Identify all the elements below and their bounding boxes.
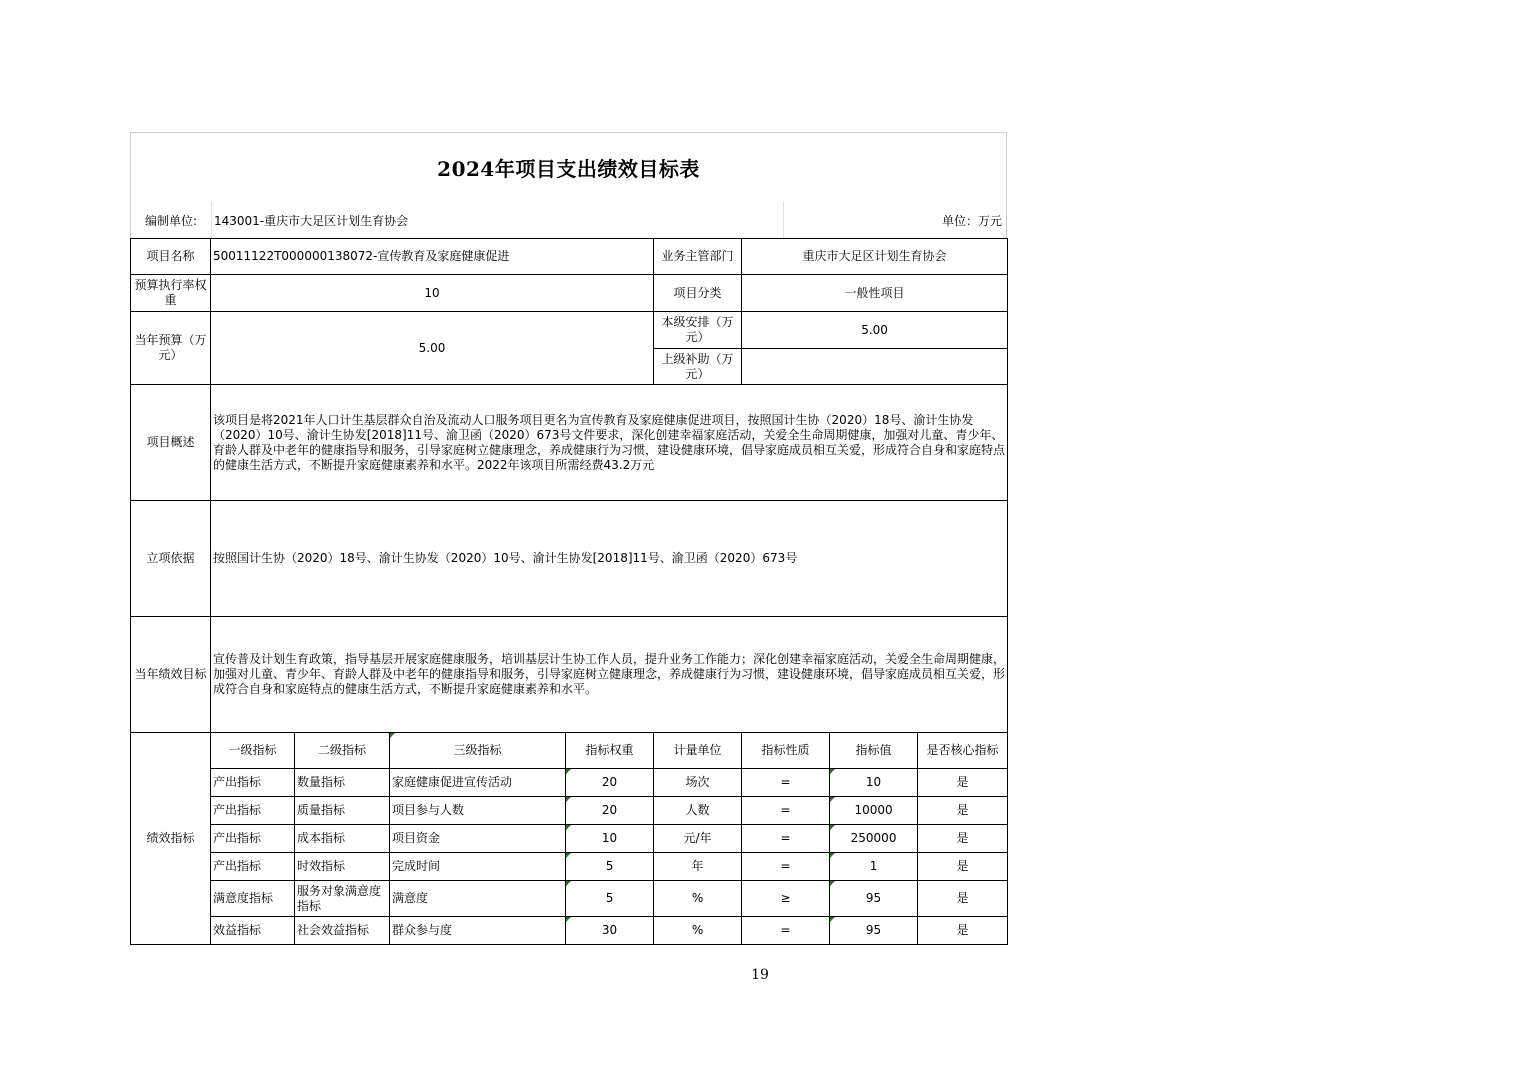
budget-row	[131, 312, 1008, 349]
core-cell: 是	[918, 881, 1008, 917]
level2-cell: 质量指标	[295, 797, 390, 825]
weight-cell: 10	[566, 825, 654, 853]
value-cell: 250000	[830, 825, 918, 853]
col-header: 指标权重	[566, 733, 654, 769]
table-row	[131, 917, 1008, 945]
local-value: 5.00	[742, 312, 1008, 349]
level2-cell: 时效指标	[295, 853, 390, 881]
category-label: 项目分类	[654, 275, 742, 312]
table-row	[131, 797, 1008, 825]
exec-rate-row	[131, 275, 1008, 312]
nature-cell: =	[742, 797, 830, 825]
col-header: 指标性质	[742, 733, 830, 769]
budget-label: 当年预算（万元）	[131, 312, 211, 385]
basis-label: 立项依据	[131, 501, 211, 617]
page-title: 2024年项目支出绩效目标表	[437, 157, 700, 181]
goal-text: 宣传普及计划生育政策，指导基层开展家庭健康服务，培训基层计生协工作人员，提升业务工作能力；深化创建幸福家庭活动，关爱全生命周期健康，加强对儿童、青少年、育龄人群及中老年的健康指导和服务，引导家庭树立健康理念，养成健康行为习惯，建设健康环境，倡导家庭成员相互关爱，形成符合自身和家庭特点的健康生活方式，不断提升家庭健康素养和水平。	[211, 617, 1008, 733]
overview-text: 该项目是将2021年人口计生基层群众自治及流动人口服务项目更名为宣传教育及家庭健康促进项目，按照国计生协（2020）18号、渝计生协发（2020）10号、渝计生协发[2018]11号、渝卫函（2020）673号文件要求，深化创建幸福家庭活动，关爱全生命周期健康，加强对儿童、青少年、育龄人群及中老年的健康指导和服务，引导家庭树立健康理念，养成健康行为习惯，建设健康环境，倡导家庭成员相互关爱，形成符合自身和家庭特点的健康生活方式，不断提升家庭健康素养和水平。2022年该项目所需经费43.2万元	[211, 385, 1008, 501]
unit-cell: %	[654, 917, 742, 945]
level3-cell: 群众参与度	[390, 917, 566, 945]
nature-cell: =	[742, 853, 830, 881]
level1-cell: 产出指标	[211, 853, 295, 881]
value-cell: 10000	[830, 797, 918, 825]
nature-cell: ≥	[742, 881, 830, 917]
weight-cell: 20	[566, 797, 654, 825]
level1-cell: 满意度指标	[211, 881, 295, 917]
dept-label: 业务主管部门	[654, 239, 742, 275]
subsidy-label: 上级补助（万元）	[654, 349, 742, 385]
unit-cell: %	[654, 881, 742, 917]
project-name-row	[131, 239, 1008, 275]
core-cell: 是	[918, 853, 1008, 881]
org-value: 143001-重庆市大足区计划生育协会	[211, 202, 783, 238]
core-cell: 是	[918, 825, 1008, 853]
level2-cell: 成本指标	[295, 825, 390, 853]
nature-cell: =	[742, 917, 830, 945]
table-row	[131, 769, 1008, 797]
org-label: 编制单位:	[144, 213, 198, 228]
unit-cell: 年	[654, 853, 742, 881]
col-header: 指标值	[830, 733, 918, 769]
core-cell: 是	[918, 769, 1008, 797]
weight-cell: 30	[566, 917, 654, 945]
level2-cell: 社会效益指标	[295, 917, 390, 945]
value-cell: 95	[830, 881, 918, 917]
table-row	[131, 825, 1008, 853]
col-header: 一级指标	[211, 733, 295, 769]
exec-rate-value: 10	[211, 275, 654, 312]
performance-goal-sheet	[130, 132, 1007, 945]
col-header: 二级指标	[295, 733, 390, 769]
unit-cell: 人数	[654, 797, 742, 825]
overview-row	[131, 385, 1008, 501]
level3-cell: 完成时间	[390, 853, 566, 881]
category-value: 一般性项目	[742, 275, 1008, 312]
dept-value: 重庆市大足区计划生育协会	[742, 239, 1008, 275]
unit-cell: 场次	[654, 769, 742, 797]
level1-cell: 产出指标	[211, 825, 295, 853]
unit-label: 单位：万元	[783, 202, 1006, 238]
core-cell: 是	[918, 917, 1008, 945]
col-header: 三级指标	[390, 733, 566, 769]
core-cell: 是	[918, 797, 1008, 825]
overview-label: 项目概述	[131, 385, 211, 501]
nature-cell: =	[742, 769, 830, 797]
basis-text: 按照国计生协（2020）18号、渝计生协发（2020）10号、渝计生协发[2018]11号、渝卫函（2020）673号	[211, 501, 1008, 617]
budget-value: 5.00	[211, 312, 654, 385]
level1-cell: 效益指标	[211, 917, 295, 945]
page-number: 19	[751, 967, 769, 983]
table-row	[131, 853, 1008, 881]
exec-rate-label: 预算执行率权重	[131, 275, 211, 312]
level3-cell: 项目资金	[390, 825, 566, 853]
subsidy-value	[742, 349, 1008, 385]
nature-cell: =	[742, 825, 830, 853]
value-cell: 95	[830, 917, 918, 945]
project-name-value: 50011122T000000138072-宣传教育及家庭健康促进	[211, 239, 654, 275]
project-name-label: 项目名称	[131, 239, 211, 275]
title-box	[130, 132, 1007, 202]
col-header: 计量单位	[654, 733, 742, 769]
level3-cell: 家庭健康促进宣传活动	[390, 769, 566, 797]
level3-cell: 项目参与人数	[390, 797, 566, 825]
table-row	[131, 881, 1008, 917]
weight-cell: 5	[566, 881, 654, 917]
goal-label: 当年绩效目标	[131, 617, 211, 733]
indicator-header-row	[131, 733, 1008, 769]
weight-cell: 5	[566, 853, 654, 881]
value-cell: 1	[830, 853, 918, 881]
basis-row	[131, 501, 1008, 617]
level1-cell: 产出指标	[211, 769, 295, 797]
level3-cell: 满意度	[390, 881, 566, 917]
level2-cell: 数量指标	[295, 769, 390, 797]
goal-row	[131, 617, 1008, 733]
goal-table	[130, 238, 1008, 945]
org-unit-row	[130, 202, 1007, 238]
weight-cell: 20	[566, 769, 654, 797]
indicators-label: 绩效指标	[131, 733, 211, 945]
col-header: 是否核心指标	[918, 733, 1008, 769]
local-label: 本级安排（万元）	[654, 312, 742, 349]
unit-cell: 元/年	[654, 825, 742, 853]
level1-cell: 产出指标	[211, 797, 295, 825]
value-cell: 10	[830, 769, 918, 797]
level2-cell: 服务对象满意度指标	[295, 881, 390, 917]
